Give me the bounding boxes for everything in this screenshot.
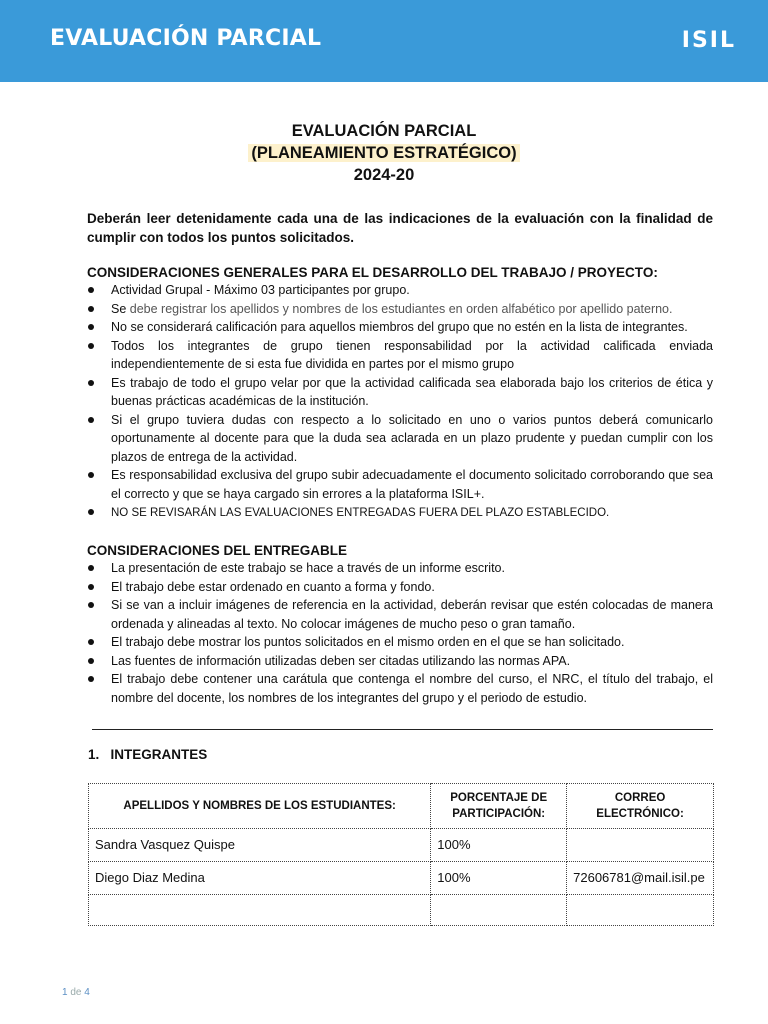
list-item: Actividad Grupal - Máximo 03 participantes por grupo. [87, 281, 713, 300]
general-list [87, 281, 713, 523]
cell-email[interactable] [567, 895, 714, 926]
title-line-3: 2024-20 [353, 166, 415, 184]
section-divider [92, 729, 713, 730]
list-item: Todos los integrantes de grupo tienen responsabilidad por la actividad calificada enviada independientemente de si esta fue dividida en partes por el mismo grupo [87, 337, 713, 374]
table-header-row [89, 784, 714, 829]
bullet-icon [88, 287, 94, 293]
list-item: Es trabajo de todo el grupo velar por que la actividad calificada sea elaborada bajo los criterios de ética y buenas prácticas académicas de la institución. [87, 374, 713, 411]
page-number: 1 [62, 987, 68, 998]
cell-name[interactable]: Sandra Vasquez Quispe [89, 829, 431, 862]
bullet-icon [88, 472, 94, 478]
page-separator: de [67, 987, 85, 998]
list-item: Se debe registrar los apellidos y nombres de los estudiantes en orden alfabético por apellido paterno. [87, 300, 713, 319]
list-item: Es responsabilidad exclusiva del grupo subir adecuadamente el documento solicitado corroborando que sea el correcto y que se haya cargado sin errores a la plataforma ISIL+. [87, 466, 713, 503]
bullet-icon [88, 658, 94, 664]
column-header-percent: PORCENTAJE DE PARTICIPACIÓN: [431, 784, 567, 829]
list-item: Si se van a incluir imágenes de referencia en la actividad, deberán revisar que estén colocadas de manera ordenada y alineadas al texto. No colocar imágenes de mucho peso o gran tamaño. [87, 596, 713, 633]
integrantes-heading: 1. INTEGRANTES [88, 747, 208, 762]
general-considerations [87, 264, 713, 523]
list-item: La presentación de este trabajo se hace a través de un informe escrito. [87, 559, 713, 578]
intro-paragraph: Deberán leer detenidamente cada una de las indicaciones de la evaluación con la finalidad de cumplir con todos los puntos solicitados. [87, 211, 713, 245]
cell-name[interactable]: Diego Diaz Medina [89, 862, 431, 895]
list-item: El trabajo debe mostrar los puntos solicitados en el mismo orden en el que se han solicitado. [87, 633, 713, 652]
bullet-icon [88, 306, 94, 312]
list-item: El trabajo debe estar ordenado en cuanto a forma y fondo. [87, 578, 713, 597]
table-row [89, 862, 714, 895]
bullet-icon [88, 324, 94, 330]
members-table [88, 783, 714, 926]
deliverable-considerations [87, 542, 713, 707]
title-line-1: EVALUACIÓN PARCIAL [291, 122, 477, 140]
deliverable-list [87, 559, 713, 707]
bullet-icon [88, 380, 94, 386]
table-row [89, 829, 714, 862]
list-item: No se considerará calificación para aquellos miembros del grupo que no estén en la lista de integrantes. [87, 318, 713, 337]
bullet-icon [88, 676, 94, 682]
bullet-icon [88, 565, 94, 571]
document-title [0, 120, 768, 186]
bullet-icon [88, 639, 94, 645]
column-header-names: APELLIDOS Y NOMBRES DE LOS ESTUDIANTES: [89, 784, 431, 829]
table-row [89, 895, 714, 926]
cell-percent[interactable]: 100% [431, 829, 567, 862]
list-item: Si el grupo tuviera dudas con respecto a lo solicitado en uno o varios puntos deberá comunicarlo oportunamente al docente para que la duda sea aclarada en un plazo prudente y puedan cumplir con los plazos de entrega de la actividad. [87, 411, 713, 467]
header-title: EVALUACIÓN PARCIAL [50, 26, 322, 51]
column-header-email: CORREO ELECTRÓNICO: [567, 784, 714, 829]
bullet-icon [88, 509, 94, 515]
deliverable-heading: CONSIDERACIONES DEL ENTREGABLE [87, 543, 348, 558]
general-heading: CONSIDERACIONES GENERALES PARA EL DESARROLLO DEL TRABAJO / PROYECTO: [87, 265, 658, 280]
page-header [0, 0, 768, 82]
cell-name[interactable] [89, 895, 431, 926]
title-line-2: (PLANEAMIENTO ESTRATÉGICO) [248, 144, 519, 162]
cell-email[interactable]: 72606781@mail.isil.pe [567, 862, 714, 895]
list-item: Las fuentes de información utilizadas deben ser citadas utilizando las normas APA. [87, 652, 713, 671]
bullet-icon [88, 343, 94, 349]
cell-percent[interactable] [431, 895, 567, 926]
cell-percent[interactable]: 100% [431, 862, 567, 895]
page-footer [62, 987, 90, 998]
isil-logo: ISIL [681, 28, 736, 53]
list-item: NO SE REVISARÁN LAS EVALUACIONES ENTREGADAS FUERA DEL PLAZO ESTABLECIDO. [87, 503, 713, 523]
bullet-icon [88, 417, 94, 423]
bullet-icon [88, 602, 94, 608]
cell-email[interactable] [567, 829, 714, 862]
bullet-icon [88, 584, 94, 590]
page-total: 4 [84, 987, 90, 998]
list-item: El trabajo debe contener una carátula que contenga el nombre del curso, el NRC, el título del trabajo, el nombre del docente, los nombres de los integrantes del grupo y el periodo de estudio. [87, 670, 713, 707]
